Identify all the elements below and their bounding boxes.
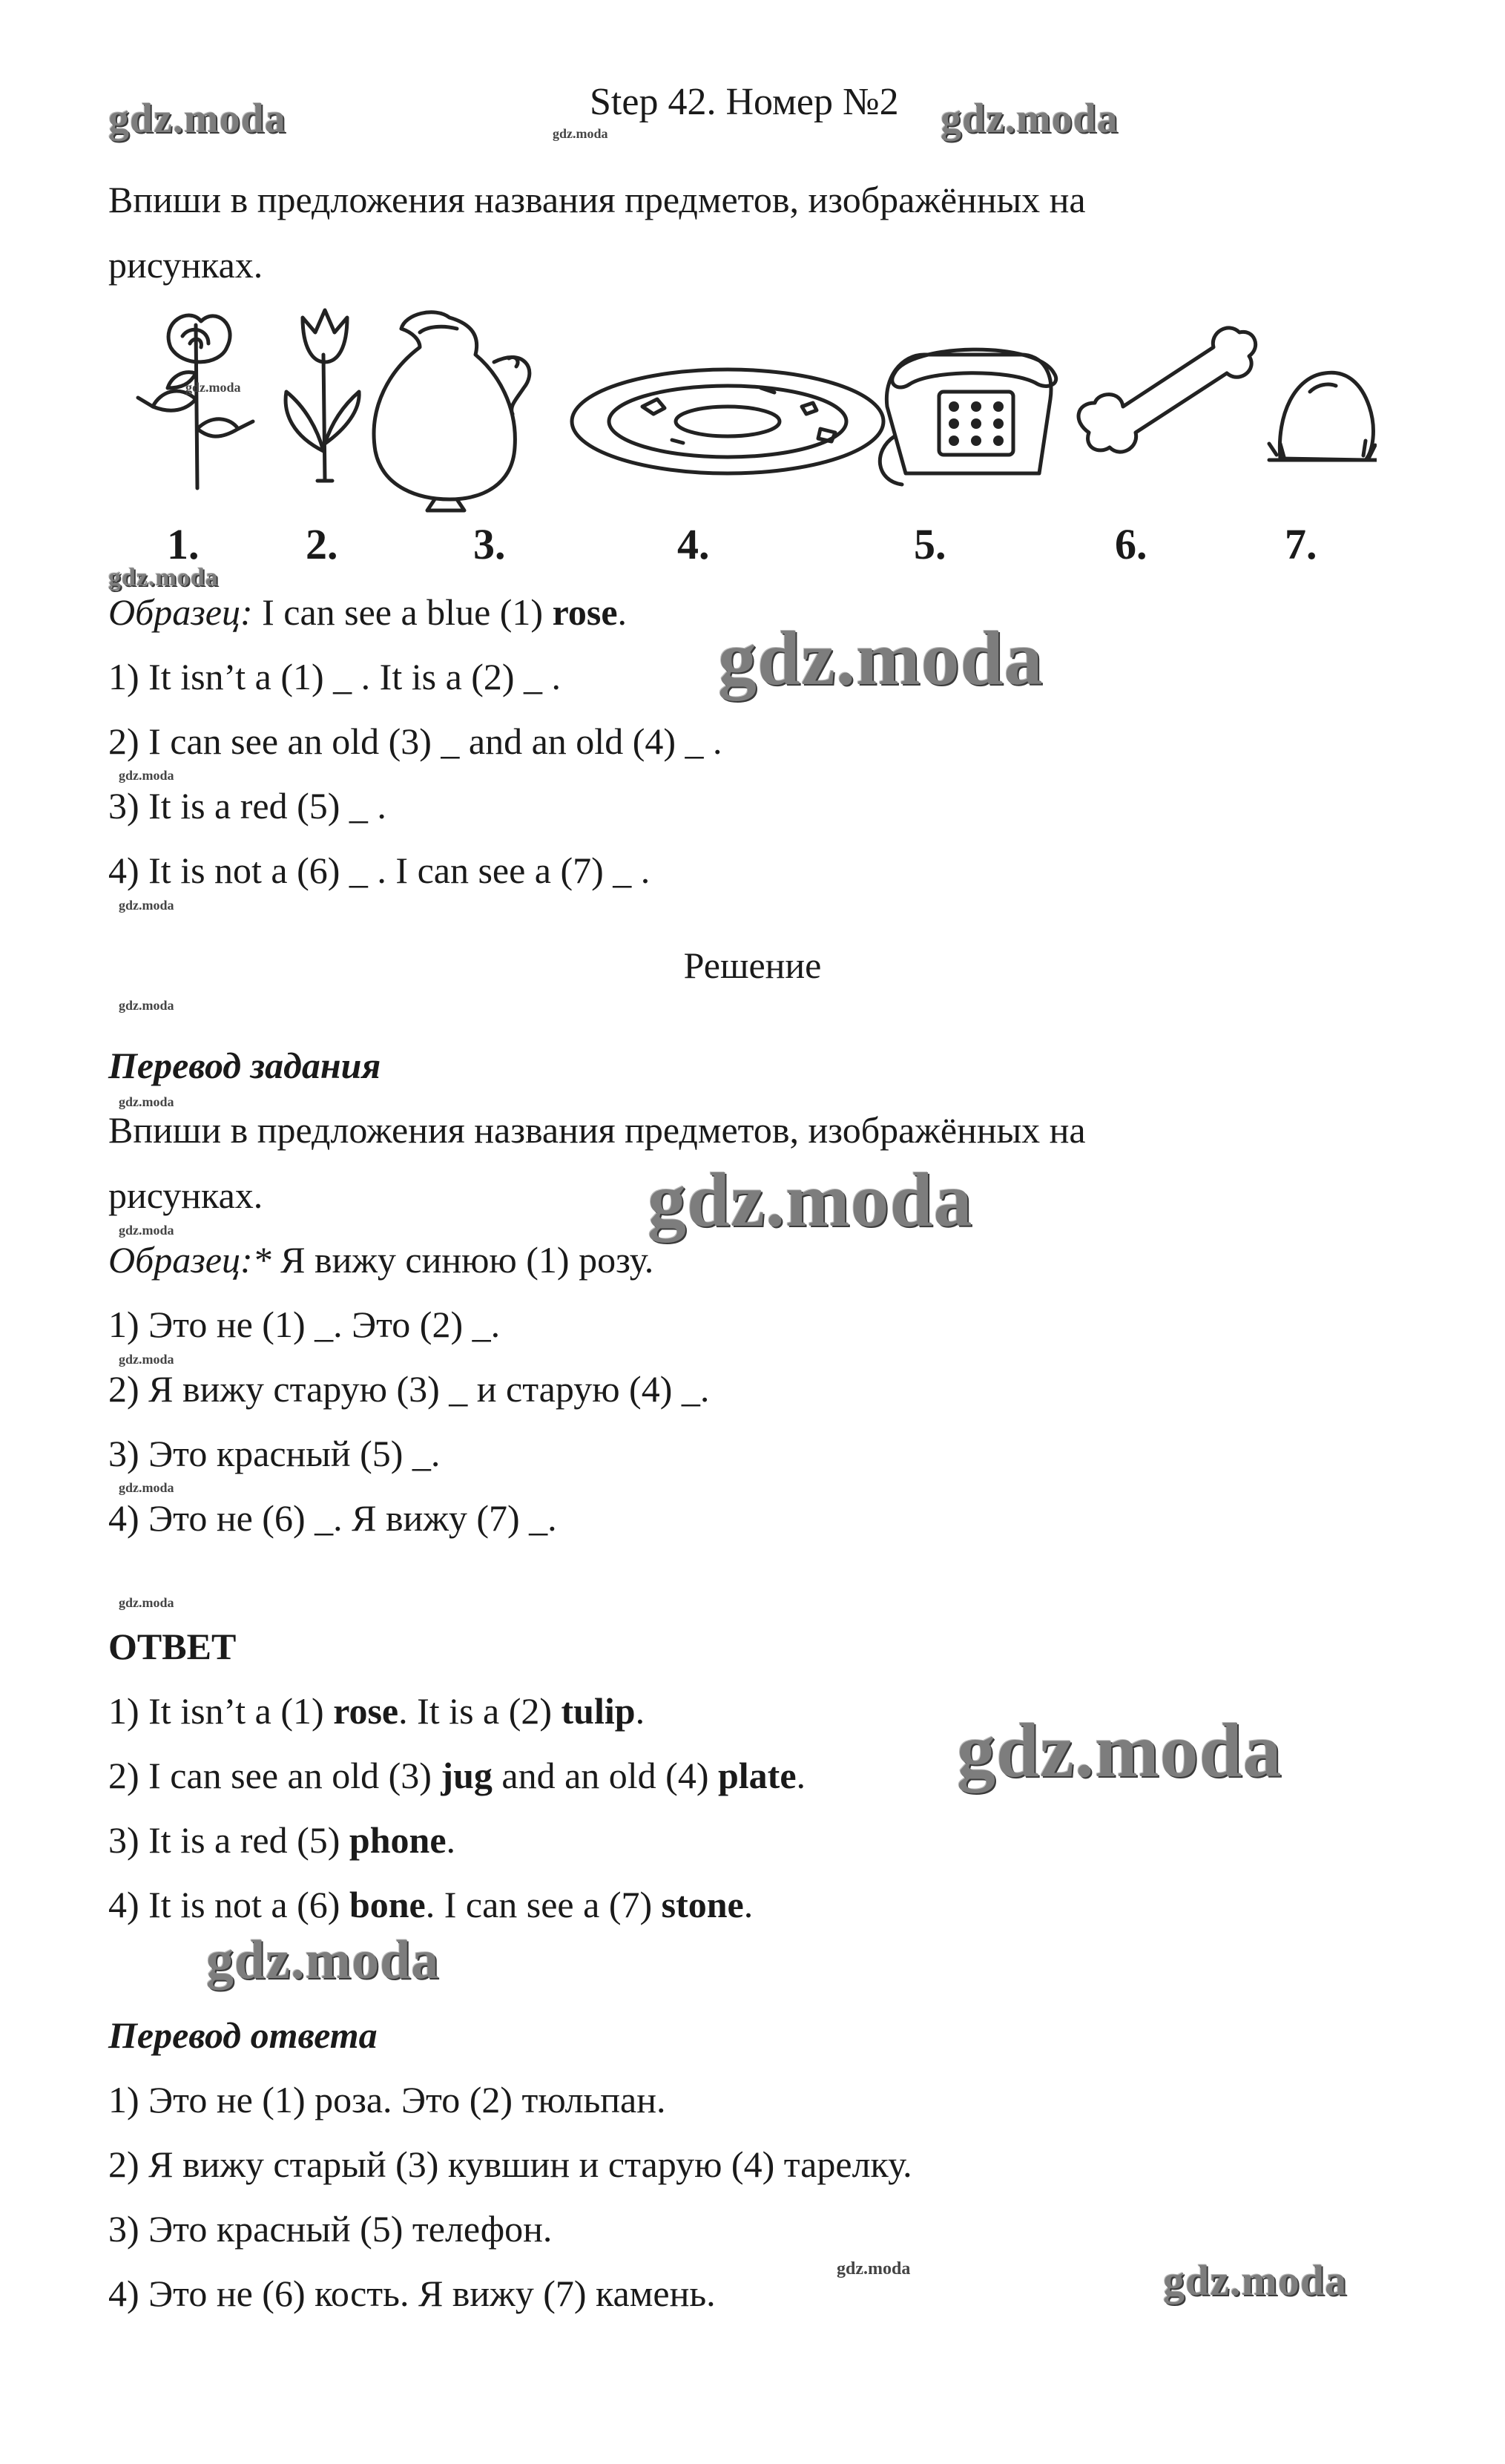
answer-translation-header: Перевод ответа [108, 2014, 378, 2056]
answer-text: . It is a (2) [398, 1690, 562, 1732]
translation-sentence: 3) Это красный (5) _. [108, 1433, 441, 1474]
sample-end: . [617, 591, 628, 633]
task-sentence: 1) It isn’t a (1) _ . It is a (2) _ . [108, 656, 562, 697]
watermark: gdz.moda [108, 564, 219, 591]
translation-sample-text: Я вижу синюю (1) розу. [271, 1239, 654, 1281]
answer-line [108, 1882, 753, 1928]
translation-sentence: 4) Это не (6) _. Я вижу (7) _. [108, 1497, 557, 1539]
tulip-icon [286, 310, 359, 481]
watermark: gdz.moda [718, 616, 1044, 701]
watermark-small: gdz.moda [553, 126, 608, 141]
watermark-small: gdz.moda [185, 380, 241, 395]
solution-title: Решение [683, 944, 822, 986]
watermark-small: gdz.moda [119, 998, 174, 1013]
watermark-small: gdz.moda [119, 1595, 174, 1610]
task-sentence: 3) It is a red (5) _ . [108, 785, 386, 827]
answer-text: 1) It isn’t a (1) [108, 1690, 334, 1732]
answer-text: . [446, 1819, 456, 1861]
picture-number: 5. [914, 520, 946, 568]
picture-number: 4. [677, 520, 710, 568]
answer-line [108, 1688, 645, 1734]
picture-number: 3. [473, 520, 506, 568]
sample-text: I can see a blue (1) [252, 591, 553, 633]
answer-text: and an old (4) [492, 1755, 718, 1796]
page-title: Step 42. Номер №2 [590, 81, 899, 123]
watermark-small: gdz.moda [837, 2259, 911, 2279]
picture-strip [108, 303, 1377, 585]
watermark: gdz.moda [648, 1157, 973, 1243]
answer-translation-line: 1) Это не (1) роза. Это (2) тюльпан. [108, 2079, 666, 2120]
jug-icon [374, 312, 530, 510]
sample-line [108, 589, 627, 635]
bone-icon [1078, 328, 1256, 452]
watermark: gdz.moda [1163, 2256, 1348, 2304]
translation-sentence: 2) Я вижу старую (3) _ и старую (4) _. [108, 1368, 710, 1410]
answer-translation-line: 4) Это не (6) кость. Я вижу (7) камень. [108, 2273, 716, 2314]
answer-line [108, 1752, 806, 1798]
plate-icon [572, 369, 883, 473]
stone-icon [1269, 372, 1377, 460]
task-sentence: 2) I can see an old (3) _ and an old (4) _ . [108, 720, 722, 762]
phone-icon [880, 349, 1056, 484]
translation-sentence: 1) Это не (1) _. Это (2) _. [108, 1304, 501, 1345]
answer-translation-line: 2) Я вижу старый (3) кувшин и старую (4) тарелку. [108, 2143, 912, 2185]
rose-icon [138, 315, 253, 488]
picture-number: 1. [167, 520, 200, 568]
picture-number: 2. [306, 520, 338, 568]
answer-text: . [796, 1755, 806, 1796]
sample-label: Образец: [108, 591, 253, 633]
answer-text: 4) It is not a (6) [108, 1884, 349, 1925]
translation-sample [108, 1237, 653, 1283]
picture-number: 7. [1285, 520, 1317, 568]
answer-word: bone [349, 1884, 426, 1925]
watermark: gdz.moda [957, 1708, 1282, 1793]
answer-word: plate [717, 1755, 797, 1796]
answer-word: rose [333, 1690, 399, 1732]
watermark-small: gdz.moda [119, 1094, 174, 1109]
task-instruction: рисунках. [108, 244, 263, 286]
watermark-small: gdz.moda [119, 768, 174, 783]
watermark-small: gdz.moda [119, 1480, 174, 1495]
watermark: gdz.moda [941, 96, 1119, 142]
translation-instruction: Впиши в предложения названия предметов, изображённых на [108, 1109, 1086, 1151]
answer-text: . I can see a (7) [425, 1884, 662, 1925]
answer-word: tulip [561, 1690, 636, 1732]
answer-text: . [743, 1884, 754, 1925]
watermark-small: gdz.moda [119, 1223, 174, 1238]
answer-translation-line: 3) Это красный (5) телефон. [108, 2208, 553, 2250]
translation-sample-label: Образец:* [108, 1239, 271, 1281]
task-sentence: 4) It is not a (6) _ . I can see a (7) _ . [108, 850, 651, 891]
task-instruction: Впиши в предложения названия предметов, изображённых на [108, 179, 1086, 220]
picture-number: 6. [1115, 520, 1147, 568]
watermark: gdz.moda [206, 1930, 440, 1991]
answer-text: 3) It is a red (5) [108, 1819, 349, 1861]
watermark: gdz.moda [108, 96, 286, 142]
translation-header: Перевод задания [108, 1045, 381, 1086]
answer-header: ОТВЕТ [108, 1626, 237, 1667]
answer-text: 2) I can see an old (3) [108, 1755, 441, 1796]
answer-line [108, 1817, 455, 1863]
translation-instruction: рисунках. [108, 1174, 263, 1216]
answer-word: phone [349, 1819, 447, 1861]
answer-text: . [635, 1690, 645, 1732]
watermark-small: gdz.moda [119, 1352, 174, 1367]
sample-word: rose [552, 591, 618, 633]
watermark-small: gdz.moda [119, 898, 174, 913]
answer-word: jug [441, 1755, 493, 1796]
answer-word: stone [661, 1884, 744, 1925]
